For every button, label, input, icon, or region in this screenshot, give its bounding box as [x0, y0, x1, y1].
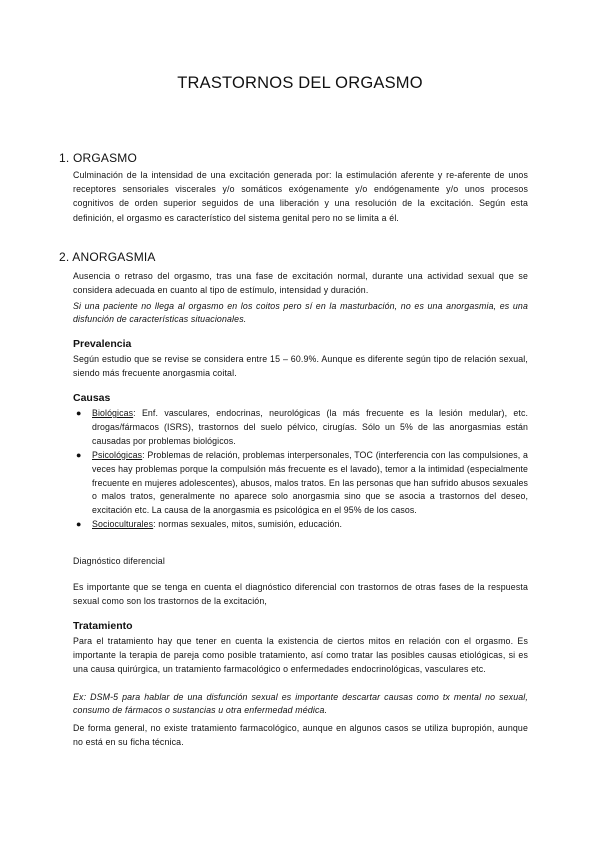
list-item	[73, 449, 528, 519]
list-item	[73, 407, 528, 449]
anorgasmia-definition: Ausencia o retraso del orgasmo, tras una fase de excitación normal, durante una actividad sexual que se considera adecuada en cuanto al tipo de estímulo, intensidad y duración.	[73, 271, 528, 296]
causas-heading: Causas	[73, 392, 111, 404]
cause-term-biologicas: Biológicas	[92, 408, 134, 418]
tratamiento-final: De forma general, no existe tratamiento farmacológico, aunque en algunos casos se utiliza bupropión, aunque no está en su ficha técnica.	[73, 723, 528, 748]
tratamiento-example: Ex: DSM-5 para hablar de una disfunción sexual es importante descartar causas como tx mental no sexual, consumo de fármacos o sustancias u otra enfermedad médica.	[73, 692, 528, 715]
bullet-icon: ●	[76, 449, 82, 460]
cause-term-socioculturales: Socioculturales	[92, 519, 154, 530]
tratamiento-text: Para el tratamiento hay que tener en cuenta la existencia de ciertos mitos en relación con el orgasmo. Es importante la terapia de pareja como posible tratamiento, así como tratar las posibles causas etiológicas, si es una causa quirúrgica, un tratamiento farmacológico o enfermedades endocrinológicas, vasculares etc.	[73, 636, 528, 675]
prevalencia-text: Según estudio que se revise se considera entre 15 – 60.9%. Aunque es diferente según tipo de relación sexual, siendo más frecuente anorgasmia coital.	[73, 354, 528, 379]
cause-text-socioculturales: : normas sexuales, mitos, sumisión, educación.	[153, 519, 343, 530]
section-heading-anorgasmia: 2. ANORGASMIA	[59, 250, 156, 264]
list-item	[73, 518, 528, 532]
causas-list	[73, 407, 528, 532]
section-heading-orgasmo: 1. ORGASMO	[59, 151, 138, 165]
bullet-icon: ●	[76, 408, 82, 418]
anorgasmia-note: Si una paciente no llega al orgasmo en los coitos pero sí en la masturbación, no es una anorgasmia, es una disfunción de características situacionales.	[73, 301, 528, 324]
orgasmo-definition: Culminación de la intensidad de una excitación generada por: la estimulación aferente y re-aferente de unos receptores sensoriales viscerales y/o somáticos exógenamente y/o endógenamente y/o unos procesos cognitivos de orden superior seguidos de una liberación y una resolución de la excitación. Según esta definición, el orgasmo es característico del sistema genital pero no se limita a él.	[73, 170, 528, 223]
tratamiento-heading: Tratamiento	[73, 620, 133, 632]
cause-text-psicologicas: : Problemas de relación, problemas interpersonales, TOC (interferencia con las compulsiones, a veces hay problemas porque la compulsión más frecuente es el lavado), temor a la intimidad (especialmente frecuente en mujeres adolescentes), abusos, malos tratos. En las personas que han sufrido abusos sexuales o malos tratos, generalmente no aparece solo anorgasmia sino que se asocia a trastornos del deseo, excitación etc. La causa de la anorgasmia es psicológica en el 95% de los casos.	[92, 449, 528, 516]
document-title: TRASTORNOS DEL ORGASMO	[177, 74, 423, 92]
bullet-icon: ●	[76, 519, 82, 530]
cause-text-biologicas: : Enf. vasculares, endocrinas, neurológicas (la más frecuente es la lesión medular), etc. drogas/fármacos (ISRS), trastornos del suelo pélvico, cirugías. Sólo un 5% de las anorgasmias están causadas por problemas biológicos.	[92, 408, 528, 446]
diagnostico-label: Diagnóstico diferencial	[73, 556, 165, 566]
diagnostico-text: Es importante que se tenga en cuenta el diagnóstico diferencial con trastornos de otras fases de la respuesta sexual como son los trastornos de la excitación,	[73, 582, 528, 607]
prevalencia-heading: Prevalencia	[73, 338, 132, 350]
cause-term-psicologicas: Psicológicas	[92, 449, 143, 460]
